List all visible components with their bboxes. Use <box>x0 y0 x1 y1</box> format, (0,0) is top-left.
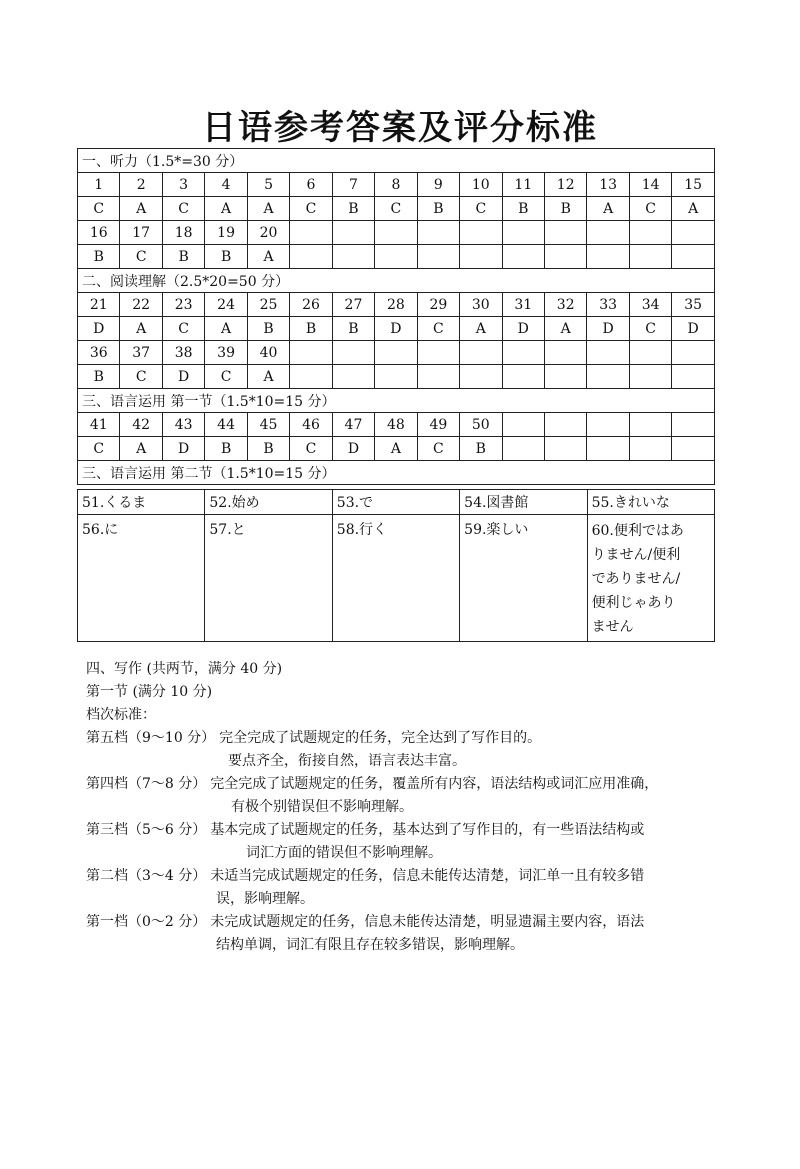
empty-cell <box>629 413 671 437</box>
empty-cell <box>375 221 417 245</box>
grade-description-cont: 误，影响理解。 <box>216 891 314 907</box>
empty-cell <box>375 341 417 365</box>
grade-description: 基本完成了试题规定的任务，基本达到了写作目的，有一些语法结构或 <box>210 822 645 838</box>
answer-cell: A <box>120 437 162 461</box>
answer-cell: D <box>587 317 629 341</box>
answer-row <box>78 245 715 269</box>
empty-cell <box>544 365 586 389</box>
empty-cell <box>672 245 715 269</box>
answer-60-line: ません <box>591 619 634 635</box>
empty-cell <box>502 365 544 389</box>
answer-cell: 2 <box>120 173 162 197</box>
answer-cell: C <box>162 317 204 341</box>
answer-cell: B <box>78 365 120 389</box>
grade-item <box>86 911 726 957</box>
answer-cell: B <box>247 317 289 341</box>
empty-cell <box>290 221 332 245</box>
standard-label: 档次标准： <box>86 707 156 723</box>
answer-cell: B <box>162 245 204 269</box>
answer-cell: 19 <box>205 221 247 245</box>
answer-cell: B <box>290 317 332 341</box>
answer-58: 58.行く <box>332 515 459 642</box>
answer-cell: C <box>629 317 671 341</box>
answer-cell: 16 <box>78 221 120 245</box>
answer-cell: 49 <box>417 413 459 437</box>
answer-row <box>78 365 715 389</box>
empty-cell <box>460 341 502 365</box>
answer-cell: 17 <box>120 221 162 245</box>
empty-cell <box>672 341 715 365</box>
answer-cell: B <box>332 317 374 341</box>
grade-description-cont: 有极个别错误但不影响理解。 <box>231 799 413 815</box>
answer-row <box>78 197 715 221</box>
answer-60-line: 便利じゃあり <box>591 595 676 611</box>
answer-cell: D <box>332 437 374 461</box>
answer-cell: 46 <box>290 413 332 437</box>
answer-cell: A <box>544 317 586 341</box>
answer-53: 53.で <box>332 490 459 515</box>
fill-in-table <box>77 489 715 642</box>
answer-row <box>78 437 715 461</box>
answer-cell: 23 <box>162 293 204 317</box>
grade-item <box>86 773 726 819</box>
answer-cell: 35 <box>672 293 715 317</box>
answer-cell: 47 <box>332 413 374 437</box>
answer-cell: 26 <box>290 293 332 317</box>
answer-cell: A <box>120 197 162 221</box>
answer-cell: C <box>205 365 247 389</box>
answer-cell: C <box>290 437 332 461</box>
answer-cell: D <box>502 317 544 341</box>
listening-header-label: 一、听力（1.5*=30 分） <box>78 149 715 173</box>
answer-cell: A <box>120 317 162 341</box>
empty-cell <box>417 245 459 269</box>
answer-cell: 42 <box>120 413 162 437</box>
answer-cell: 44 <box>205 413 247 437</box>
empty-cell <box>375 245 417 269</box>
answer-cell: C <box>120 245 162 269</box>
usage2-header-label: 三、语言运用 第二节（1.5*10=15 分） <box>78 461 715 485</box>
grade-description-cont: 结构单调，词汇有限且存在较多错误，影响理解。 <box>216 937 524 953</box>
answer-cell: A <box>247 245 289 269</box>
empty-cell <box>629 365 671 389</box>
answer-cell: C <box>162 197 204 221</box>
grade-description: 完全完成了试题规定的任务，覆盖所有内容，语法结构或词汇应用准确， <box>210 776 659 792</box>
grade-label: 第四档（7～8 分） <box>86 776 207 792</box>
grade-description: 未适当完成试题规定的任务，信息未能传达清楚，词汇单一且有较多错 <box>210 868 645 884</box>
empty-cell <box>290 245 332 269</box>
empty-cell <box>290 365 332 389</box>
answer-cell: 6 <box>290 173 332 197</box>
empty-cell <box>587 341 629 365</box>
answer-cell: 30 <box>460 293 502 317</box>
grade-label: 第二档（3～4 分） <box>86 868 207 884</box>
empty-cell <box>629 221 671 245</box>
answer-51: 51.くるま <box>78 490 205 515</box>
answer-57: 57.と <box>205 515 332 642</box>
grade-line <box>86 819 726 842</box>
answer-cell: 27 <box>332 293 374 317</box>
empty-cell <box>544 221 586 245</box>
answer-60 <box>587 515 714 642</box>
grade-label: 第一档（0～2 分） <box>86 914 207 930</box>
answer-cell: B <box>544 197 586 221</box>
usage1-header <box>78 389 715 413</box>
answer-54: 54.図書館 <box>460 490 587 515</box>
grade-item <box>86 819 726 865</box>
grade-line <box>86 911 726 934</box>
usage2-header <box>78 461 715 485</box>
answer-cell: 1 <box>78 173 120 197</box>
empty-cell <box>417 221 459 245</box>
reading-header <box>78 269 715 293</box>
question-number-row <box>78 221 715 245</box>
answer-cell: 39 <box>205 341 247 365</box>
answer-cell: C <box>417 317 459 341</box>
question-number-row <box>78 173 715 197</box>
answer-60-line: 60.便利ではあ <box>591 523 684 539</box>
answer-cell: 34 <box>629 293 671 317</box>
empty-cell <box>544 341 586 365</box>
empty-cell <box>460 245 502 269</box>
answer-cell: 15 <box>672 173 715 197</box>
answer-cell: 43 <box>162 413 204 437</box>
answer-cell: 32 <box>544 293 586 317</box>
empty-cell <box>672 413 715 437</box>
answer-cell: C <box>629 197 671 221</box>
writing-section-title: 第一节 (满分 10 分) <box>86 684 213 700</box>
answer-table <box>77 148 715 485</box>
answer-cell: 33 <box>587 293 629 317</box>
answer-cell: B <box>205 245 247 269</box>
answer-59: 59.楽しい <box>460 515 587 642</box>
answer-cell: D <box>162 365 204 389</box>
question-number-row <box>78 293 715 317</box>
reading-header-label: 二、阅读理解（2.5*20=50 分） <box>78 269 715 293</box>
answer-cell: B <box>460 437 502 461</box>
empty-cell <box>629 437 671 461</box>
empty-cell <box>417 341 459 365</box>
empty-cell <box>332 341 374 365</box>
answer-cell: D <box>375 317 417 341</box>
answer-cell: A <box>205 197 247 221</box>
answer-cell: 48 <box>375 413 417 437</box>
answer-60-line: でありません/ <box>591 571 681 587</box>
grade-item <box>86 727 726 773</box>
answer-56: 56.に <box>78 515 205 642</box>
empty-cell <box>672 365 715 389</box>
empty-cell <box>544 437 586 461</box>
answer-cell: B <box>78 245 120 269</box>
answer-cell: 38 <box>162 341 204 365</box>
empty-cell <box>502 221 544 245</box>
answer-cell: 41 <box>78 413 120 437</box>
usage1-header-label: 三、语言运用 第一节（1.5*10=15 分） <box>78 389 715 413</box>
answer-cell: 10 <box>460 173 502 197</box>
answer-cell: 8 <box>375 173 417 197</box>
empty-cell <box>587 245 629 269</box>
fill-row-56-60 <box>78 515 715 642</box>
question-number-row <box>78 413 715 437</box>
listening-header <box>78 149 715 173</box>
question-number-row <box>78 341 715 365</box>
answer-cell: 28 <box>375 293 417 317</box>
answer-cell: D <box>672 317 715 341</box>
answer-cell: 45 <box>247 413 289 437</box>
grade-description: 未完成试题规定的任务，信息未能传达清楚，明显遗漏主要内容，语法 <box>210 914 645 930</box>
empty-cell <box>544 413 586 437</box>
answer-cell: A <box>587 197 629 221</box>
answer-cell: 13 <box>587 173 629 197</box>
empty-cell <box>672 437 715 461</box>
answer-cell: 24 <box>205 293 247 317</box>
answer-60-line: りません/便利 <box>591 547 681 563</box>
answer-cell: A <box>375 437 417 461</box>
answer-cell: B <box>247 437 289 461</box>
answer-cell: 36 <box>78 341 120 365</box>
answer-55: 55.きれいな <box>587 490 714 515</box>
answer-cell: D <box>78 317 120 341</box>
answer-cell: 5 <box>247 173 289 197</box>
empty-cell <box>332 221 374 245</box>
empty-cell <box>587 437 629 461</box>
grade-description-cont: 词汇方面的错误但不影响理解。 <box>246 845 442 861</box>
empty-cell <box>290 341 332 365</box>
grade-label: 第三档（5～6 分） <box>86 822 207 838</box>
empty-cell <box>587 365 629 389</box>
answer-cell: C <box>460 197 502 221</box>
empty-cell <box>629 341 671 365</box>
answer-cell: C <box>290 197 332 221</box>
answer-cell: 18 <box>162 221 204 245</box>
answer-row <box>78 317 715 341</box>
answer-cell: 21 <box>78 293 120 317</box>
empty-cell <box>332 365 374 389</box>
empty-cell <box>502 413 544 437</box>
grade-list <box>86 727 726 957</box>
empty-cell <box>544 245 586 269</box>
empty-cell <box>417 365 459 389</box>
page-title: 日语参考答案及评分标准 <box>202 108 598 148</box>
grade-item <box>86 865 726 911</box>
answer-cell: B <box>205 437 247 461</box>
answer-cell: A <box>672 197 715 221</box>
answer-cell: 40 <box>247 341 289 365</box>
empty-cell <box>502 341 544 365</box>
answer-cell: 3 <box>162 173 204 197</box>
empty-cell <box>502 437 544 461</box>
answer-cell: D <box>162 437 204 461</box>
empty-cell <box>672 221 715 245</box>
writing-header: 四、写作 (共两节，满分 40 分) <box>86 661 283 677</box>
grade-line <box>86 865 726 888</box>
empty-cell <box>587 221 629 245</box>
grade-label: 第五档（9～10 分） <box>86 730 216 746</box>
answer-cell: 29 <box>417 293 459 317</box>
answer-52: 52.始め <box>205 490 332 515</box>
answer-cell: 25 <box>247 293 289 317</box>
answer-cell: 31 <box>502 293 544 317</box>
grade-description: 完全完成了试题规定的任务，完全达到了写作目的。 <box>219 730 542 746</box>
empty-cell <box>629 245 671 269</box>
answer-cell: A <box>247 197 289 221</box>
empty-cell <box>502 245 544 269</box>
writing-section <box>86 658 726 957</box>
answer-cell: 22 <box>120 293 162 317</box>
grade-description-cont: 要点齐全，衔接自然，语言表达丰富。 <box>228 753 466 769</box>
answer-cell: 7 <box>332 173 374 197</box>
answer-cell: B <box>417 197 459 221</box>
fill-row-51-55 <box>78 490 715 515</box>
answer-cell: 9 <box>417 173 459 197</box>
answer-cell: A <box>460 317 502 341</box>
answer-cell: C <box>120 365 162 389</box>
answer-cell: C <box>78 197 120 221</box>
empty-cell <box>587 413 629 437</box>
answer-cell: A <box>205 317 247 341</box>
answer-cell: 14 <box>629 173 671 197</box>
grade-line <box>86 727 726 750</box>
answer-cell: 11 <box>502 173 544 197</box>
answer-cell: B <box>332 197 374 221</box>
answer-cell: 20 <box>247 221 289 245</box>
answer-cell: 4 <box>205 173 247 197</box>
answer-cell: 37 <box>120 341 162 365</box>
answer-cell: B <box>502 197 544 221</box>
answer-cell: 12 <box>544 173 586 197</box>
empty-cell <box>332 245 374 269</box>
answer-cell: C <box>417 437 459 461</box>
answer-cell: 50 <box>460 413 502 437</box>
empty-cell <box>460 365 502 389</box>
answer-cell: A <box>247 365 289 389</box>
answer-cell: C <box>375 197 417 221</box>
answer-cell: C <box>78 437 120 461</box>
grade-line <box>86 773 726 796</box>
empty-cell <box>460 221 502 245</box>
empty-cell <box>375 365 417 389</box>
